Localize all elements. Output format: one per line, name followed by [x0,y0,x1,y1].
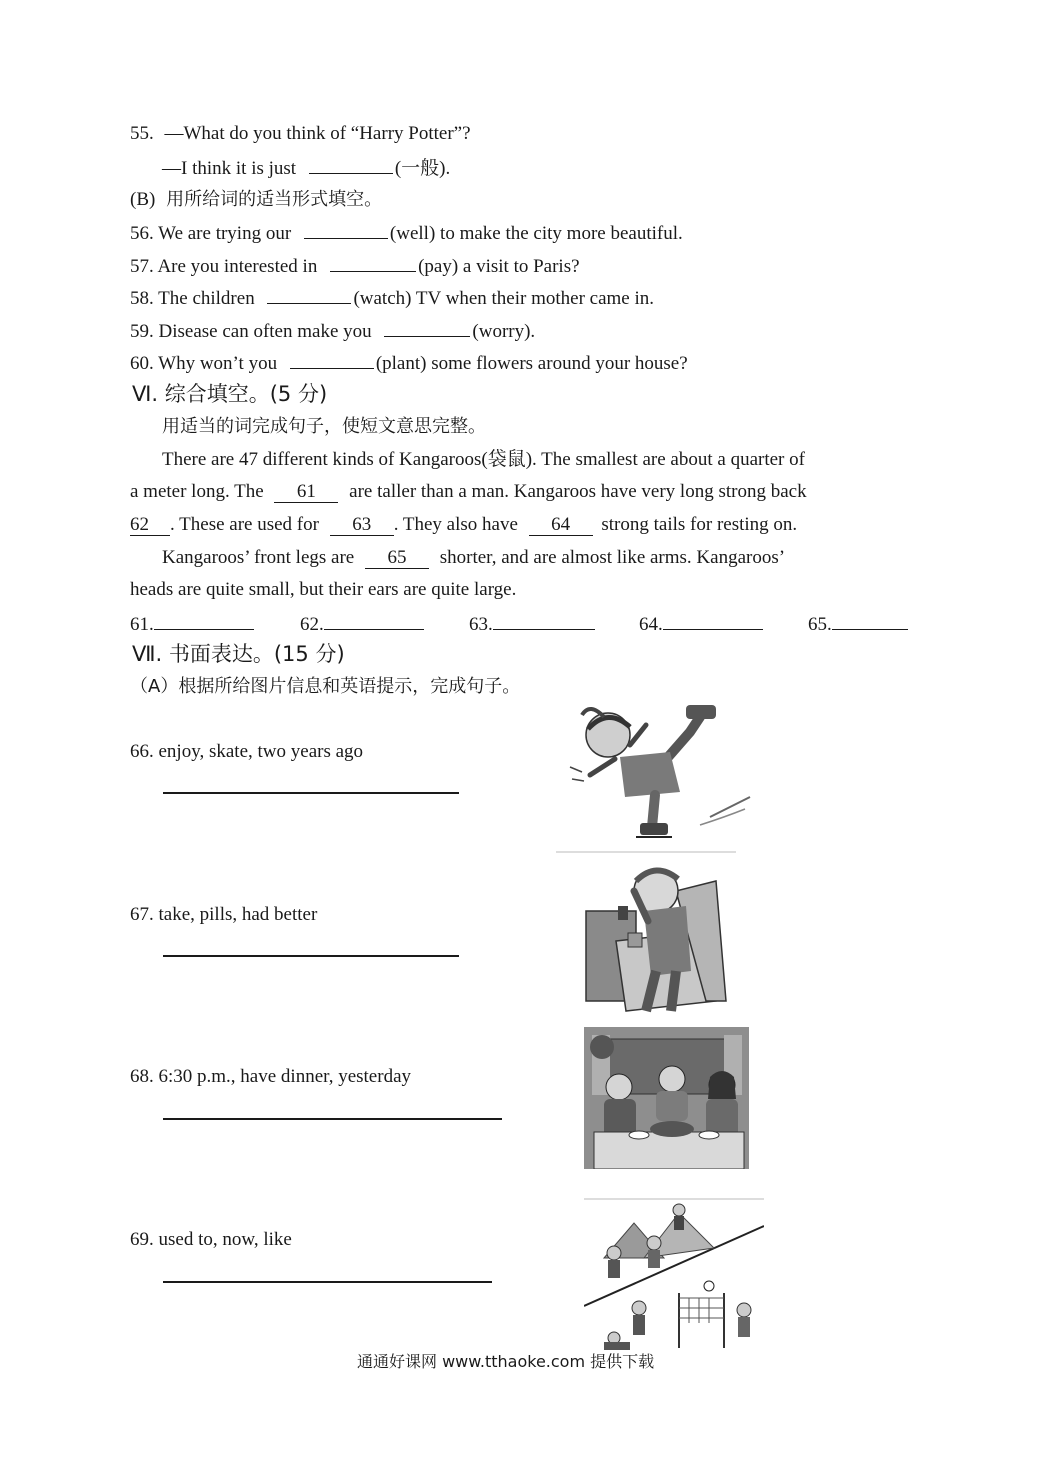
footer-source: 通通好课网 www.tthaoke.com 提供下载 [357,1352,655,1371]
q57-blank[interactable] [330,253,416,272]
part-b-instruction: 用所给词的适当形式填空。 [166,189,383,210]
answer-blank[interactable] [154,611,254,630]
q56-blank[interactable] [304,220,388,239]
q59 [130,318,535,344]
part-b-label: (B) [130,189,156,210]
q58-hint: (watch) TV when their mother came in. [353,288,655,309]
q60-text: 60. Why won’t you [130,353,278,374]
q59-hint: (worry). [472,321,536,342]
answer-blank[interactable] [832,611,908,630]
answer-label: 64. [639,614,663,635]
passage-text: There are 47 different kinds of Kangaroos(袋鼠). The smallest are about a quarter of [162,449,805,470]
q58-blank[interactable] [267,285,351,304]
section-6-instruction: 用适当的词完成句子，使短文意思完整。 [162,416,486,437]
blank-65[interactable]: 65 [365,548,429,569]
passage-line-2 [130,480,807,504]
q55-answer-prefix: —I think it is just [162,158,297,179]
answer-label: 65. [808,614,832,635]
answer-blank[interactable] [493,611,595,630]
passage-text: . These are used for [170,514,319,535]
answer-64 [639,611,763,637]
q67-prompt: 67. take, pills, had better [130,904,318,925]
passage-text: . They also have [393,514,518,535]
passage-line-4 [162,546,785,570]
q55-number: 55. [130,123,154,144]
q55-hint: (一般). [394,158,451,179]
q57-hint: (pay) a visit to Paris? [418,256,580,277]
passage-line-3 [130,513,797,537]
q60 [130,350,688,376]
q56-hint: (well) to make the city more beautiful. [389,223,683,244]
section-7-instruction: （A）根据所给图片信息和英语提示，完成句子。 [130,676,521,697]
passage-text: a meter long. The [130,481,264,502]
q55-question: —What do you think of “Harry Potter”? [164,123,471,144]
used-to-now-picture [584,1198,764,1353]
answer-label: 63. [469,614,493,635]
answer-label: 62. [300,614,324,635]
blank-64[interactable]: 64 [529,515,593,536]
passage-text: strong tails for resting on. [601,514,798,535]
passage-text: Kangaroos’ front legs are [162,547,355,568]
q58-text: 58. The children [130,288,255,309]
q59-text: 59. Disease can often make you [130,321,372,342]
family-dinner-picture [584,1027,749,1169]
answer-label: 61. [130,614,154,635]
answer-61 [130,611,254,637]
passage-text: are taller than a man. Kangaroos have very long strong back [349,481,807,502]
q55-line2 [162,155,450,181]
answer-blank[interactable] [324,611,424,630]
answer-62 [300,611,424,637]
skating-girl-picture [560,697,756,842]
part-b-heading [130,188,382,212]
answer-blank[interactable] [663,611,763,630]
blank-62[interactable]: 62 [130,515,170,536]
man-taking-pills-picture [556,851,736,1021]
q69-prompt: 69. used to, now, like [130,1229,292,1250]
q57-text: 57. Are you interested in [130,256,318,277]
q67-answer-line[interactable] [163,955,459,957]
q60-blank[interactable] [290,350,374,369]
q59-blank[interactable] [384,318,470,337]
q69-answer-line[interactable] [163,1281,492,1283]
passage-text: heads are quite small, but their ears are quite large. [130,579,517,600]
q68-prompt: 68. 6:30 p.m., have dinner, yesterday [130,1066,412,1087]
answer-63 [469,611,595,637]
q60-hint: (plant) some flowers around your house? [375,353,688,374]
q55-blank[interactable] [309,155,393,174]
answer-65 [808,611,908,637]
blank-61[interactable]: 61 [274,482,338,503]
section-6-title: Ⅵ. 综合填空。(5 分) [132,382,328,406]
q56-text: 56. We are trying our [130,223,292,244]
q66-prompt: 66. enjoy, skate, two years ago [130,741,364,762]
q55-line1 [130,122,471,146]
passage-line-1 [162,448,805,472]
passage-line-5 [130,578,516,602]
q58 [130,285,654,311]
section-7-title: Ⅶ. 书面表达。(15 分) [132,642,345,666]
passage-text: shorter, and are almost like arms. Kangaroos’ [439,547,786,568]
q68-answer-line[interactable] [163,1118,502,1120]
q56 [130,220,683,246]
q66-answer-line[interactable] [163,792,459,794]
blank-63[interactable]: 63 [330,515,394,536]
q57 [130,253,580,279]
